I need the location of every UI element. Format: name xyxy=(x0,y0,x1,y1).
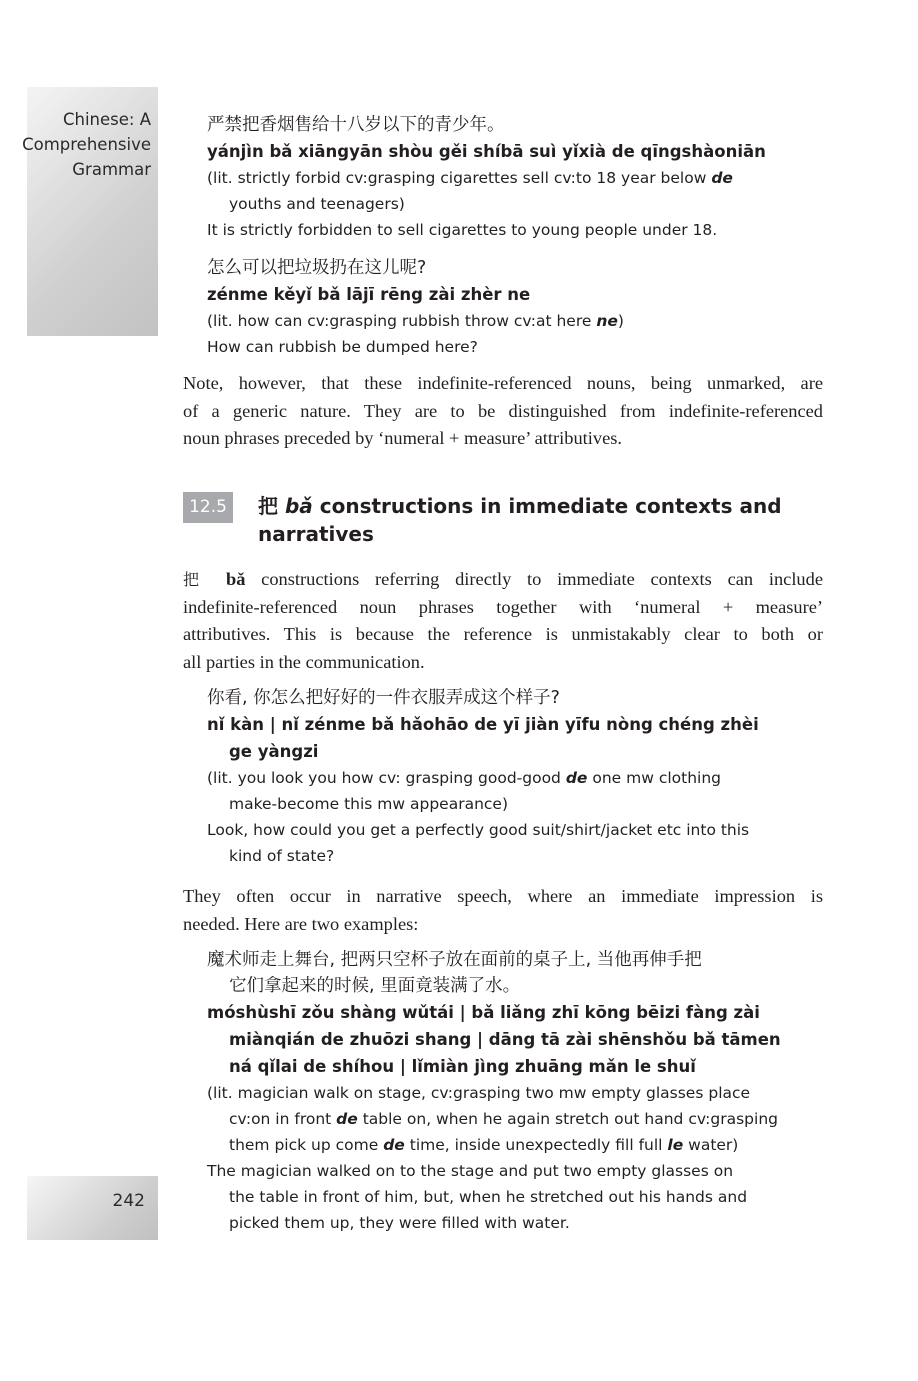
example-hanzi: 怎么可以把垃圾扔在这儿呢? xyxy=(207,258,427,278)
particle-de: de xyxy=(711,169,733,187)
lead-ba: bǎ xyxy=(225,569,246,589)
paragraph-line: of a generic nature. They are to be distinguished from indefinite-referenced xyxy=(183,400,823,421)
literal-text: (lit. you look you how cv: grasping good-good xyxy=(207,769,566,787)
paragraph-line xyxy=(183,566,823,594)
paragraph-line: indefinite-referenced noun phrases together with ‘numeral + measure’ xyxy=(183,596,823,617)
page-number: 242 xyxy=(112,1191,145,1211)
literal-text: (lit. how can cv:grasping rubbish throw cv:at here xyxy=(207,312,597,330)
example-translation: It is strictly forbidden to sell cigarettes to young people under 18. xyxy=(207,221,718,239)
example-hanzi: 你看, 你怎么把好好的一件衣服弄成这个样子? xyxy=(207,688,560,708)
example-translation: Look, how could you get a perfectly good suit/shirt/jacket etc into this xyxy=(207,821,750,839)
literal-text: cv:on in front xyxy=(229,1110,337,1128)
example-translation: How can rubbish be dumped here? xyxy=(207,338,478,356)
note-paragraph xyxy=(183,370,823,453)
example-literal xyxy=(207,765,847,791)
paragraph-line: Note, however, that these indefinite-referenced nouns, being unmarked, are xyxy=(183,373,823,393)
particle-ne: ne xyxy=(596,312,618,330)
paragraph-line: attributives. This is because the reference is unmistakably clear to both or xyxy=(183,624,823,644)
example-literal-cont xyxy=(207,1106,847,1132)
example-hanzi: 严禁把香烟售给十八岁以下的青少年。 xyxy=(207,115,505,135)
example-literal xyxy=(207,308,847,334)
example-hanzi-cont: 它们拿起来的时候, 里面竟装满了水。 xyxy=(229,976,521,996)
literal-text: one mw clothing xyxy=(587,769,722,787)
line-text: constructions referring directly to immediate contexts can include xyxy=(245,569,823,589)
example-translation-cont: the table in front of him, but, when he stretched out his hands and xyxy=(229,1188,748,1206)
paragraph-line: They often occur in narrative speech, where an immediate impression is xyxy=(183,886,823,906)
narrative-paragraph xyxy=(183,883,823,938)
example-pinyin-cont: miànqián de zhuōzi shang | dāng tā zài shēnshǒu bǎ tāmen xyxy=(229,1030,781,1049)
example-2 xyxy=(207,255,847,360)
literal-text: (lit. strictly forbid cv:grasping cigarettes sell cv:to 18 year below xyxy=(207,169,712,187)
literal-text: water) xyxy=(683,1136,739,1154)
example-pinyin: móshùshī zǒu shàng wǔtái | bǎ liǎng zhī kōng bēizi fàng zài xyxy=(207,1003,760,1022)
section-number: 12.5 xyxy=(183,492,233,523)
literal-text: time, inside unexpectedly fill full xyxy=(404,1136,668,1154)
literal-text: table on, when he again stretch out hand cv:grasping xyxy=(357,1110,778,1128)
book-title-line: Grammar xyxy=(72,160,151,179)
example-literal-cont: make-become this mw appearance) xyxy=(229,795,509,813)
book-title-line: Chinese: A xyxy=(62,110,151,129)
section-title-ba: bǎ xyxy=(284,494,313,518)
example-3 xyxy=(207,685,847,869)
section-title-text: narratives xyxy=(258,522,374,546)
lead-hanzi: 把 xyxy=(183,570,211,589)
book-title-line: Comprehensive xyxy=(22,135,151,154)
example-pinyin-cont: ge yàngzi xyxy=(229,742,319,761)
example-translation: The magician walked on to the stage and put two empty glasses on xyxy=(207,1162,734,1180)
particle-de: de xyxy=(565,769,588,787)
particle-de: de xyxy=(336,1110,358,1128)
example-1 xyxy=(207,112,847,243)
example-4 xyxy=(207,947,847,1236)
example-hanzi: 魔术师走上舞台, 把两只空杯子放在面前的桌子上, 当他再伸手把 xyxy=(207,950,702,970)
example-literal xyxy=(207,165,847,191)
paragraph-line: all parties in the communication. xyxy=(183,651,425,672)
example-pinyin: zénme kěyǐ bǎ lājī rēng zài zhèr ne xyxy=(207,285,531,304)
paragraph-line: needed. Here are two examples: xyxy=(183,913,419,934)
paragraph-line: noun phrases preceded by ‘numeral + measure’ attributives. xyxy=(183,428,622,448)
example-literal-cont xyxy=(207,1132,847,1158)
example-translation-cont: picked them up, they were filled with water. xyxy=(229,1214,570,1232)
literal-text: them pick up come xyxy=(229,1136,384,1154)
particle-le: le xyxy=(667,1136,684,1154)
section-title xyxy=(258,492,838,548)
literal-text: ) xyxy=(617,312,624,330)
example-pinyin: yánjìn bǎ xiāngyān shòu gěi shíbā suì yǐxià de qīngshàoniān xyxy=(207,142,766,161)
example-literal: (lit. magician walk on stage, cv:grasping two mw empty glasses place xyxy=(207,1084,751,1102)
example-literal-cont: youths and teenagers) xyxy=(229,195,405,213)
particle-de: de xyxy=(383,1136,405,1154)
example-pinyin: nǐ kàn | nǐ zénme bǎ hǎohāo de yī jiàn yīfu nòng chéng zhèi xyxy=(207,715,759,734)
example-pinyin-cont: ná qǐlai de shíhou | lǐmiàn jìng zhuāng mǎn le shuǐ xyxy=(229,1057,696,1076)
example-translation-cont: kind of state? xyxy=(229,847,335,865)
intro-paragraph xyxy=(183,566,823,676)
book-title xyxy=(1,107,151,182)
section-title-hanzi: 把 xyxy=(258,494,278,518)
section-title-text: constructions in immediate contexts and xyxy=(319,494,782,518)
